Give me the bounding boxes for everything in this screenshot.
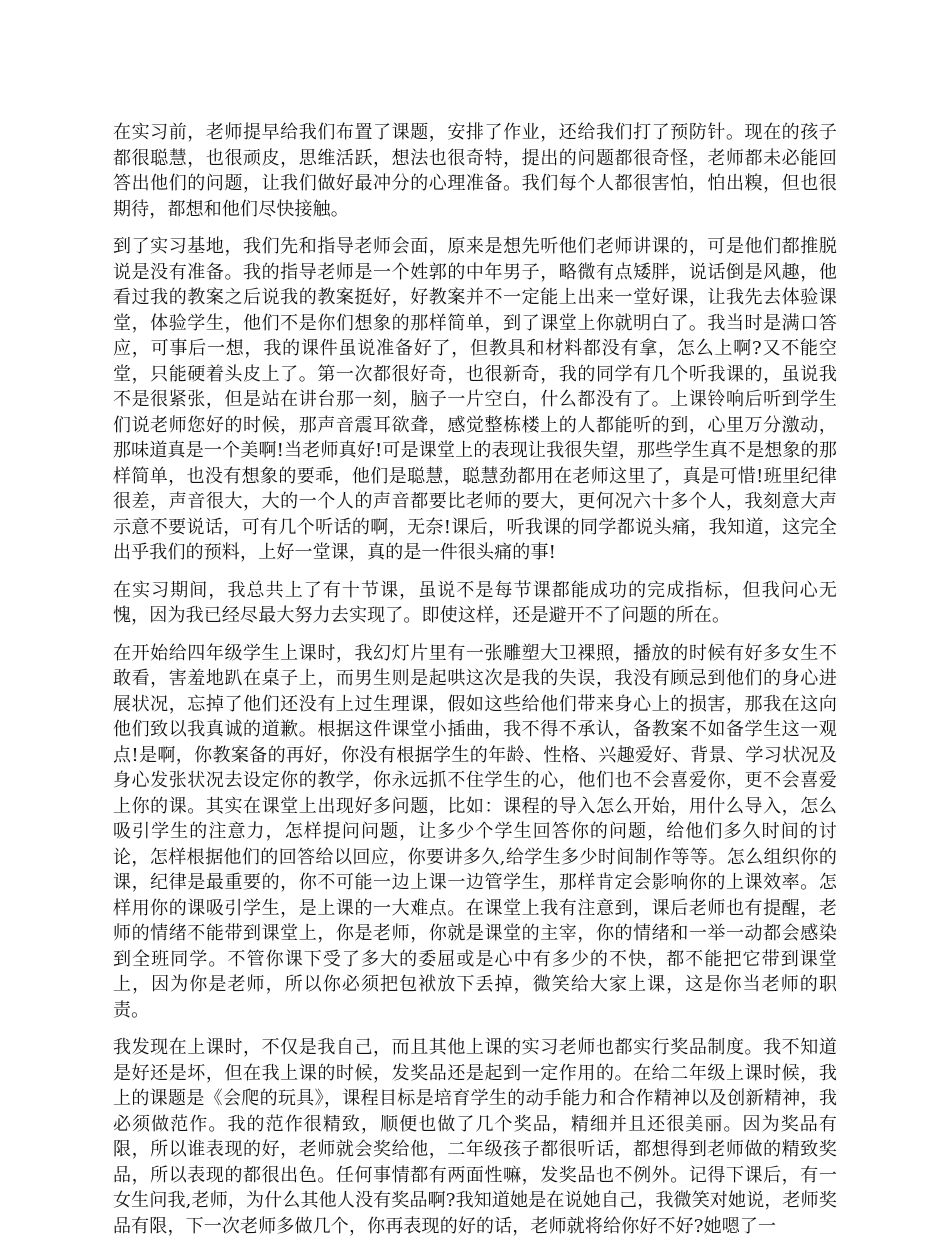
document-body bbox=[113, 120, 837, 1251]
paragraph: 我发现在上课时，不仅是我自己，而且其他上课的实习老师也都实行奖品制度。我不知道是好还是坏，但在我上课的时候，发奖品还是起到一定作用的。在给二年级上课时候，我上的课题是《会爬的玩具》，课程目标是培育学生的动手能力和合作精神以及创新精神，我必须做范作。我的范作很精致，顺便也做了几个奖品，精细并且还很美丽。因为奖品有限，所以谁表现的好，老师就会奖给他，二年级孩子都很听话，都想得到老师做的精致奖品，所以表现的都很出色。任何事情都有两面性嘛，发奖品也不例外。记得下课后，有一女生问我,老师，为什么其他人没有奖品啊?我知道她是在说她自己，我微笑对她说，老师奖品有限，下一次老师多做几个，你再表现的好的话，老师就将给你好不好?她嗯了一 bbox=[113, 1037, 837, 1237]
paragraph: 在实习前，老师提早给我们布置了课题，安排了作业，还给我们打了预防针。现在的孩子都很聪慧，也很顽皮，思维活跃，想法也很奇特，提出的问题都很奇怪，老师都未必能回答出他们的问题，让我们做好最冲分的心理准备。我们每个人都很害怕，怕出糗，但也很期待，都想和他们尽快接触。 bbox=[113, 122, 837, 220]
paragraph: 到了实习基地，我们先和指导老师会面，原来是想先听他们老师讲课的，可是他们都推脱说是没有准备。我的指导老师是一个姓郭的中年男子，略微有点矮胖，说话倒是风趣，他看过我的教案之后说我的教案挺好，好教案并不一定能上出来一堂好课，让我先去体验课堂，体验学生，他们不是你们想象的那样简单，到了课堂上你就明白了。我当时是满口答应，可事后一想，我的课件虽说准备好了，但教具和材料都没有拿，怎么上啊?又不能空堂，只能硬着头皮上了。第一次都很好奇，也很新奇，我的同学有几个听我课的，虽说我不是很紧张，但是站在讲台那一刻，脑子一片空白，什么都没有了。上课铃响后听到学生们说老师您好的时候，那声音震耳欲聋，感觉整栋楼上的人都能听的到，心里万分激动，那味道真是一个美啊!当老师真好!可是课堂上的表现让我很失望，那些学生真不是想象的那样简单，也没有想象的要乖，他们是聪慧，聪慧劲都用在老师这里了，真是可惜!班里纪律很差，声音很大，大的一个人的声音都要比老师的要大，更何况六十多个人，我刻意大声示意不要说话，可有几个听话的啊，无奈!课后，听我课的同学都说头痛，我知道，这完全出乎我们的预料，上好一堂课，真的是一件很头痛的事! bbox=[113, 236, 837, 563]
paragraph: 在开始给四年级学生上课时，我幻灯片里有一张雕塑大卫裸照，播放的时候有好多女生不敢看，害羞地趴在桌子上，而男生则是起哄这次是我的失误，我没有顾忌到他们的身心进展状况，忘掉了他们还没有上过生理课，假如这些给他们带来身心上的损害，那我在这向他们致以我真诚的道歉。根据这件课堂小插曲，我不得不承认，备教案不如备学生这一观点!是啊，你教案备的再好，你没有根据学生的年龄、性格、兴趣爱好、背景、学习状况及身心发张状况去设定你的教学，你永远抓不住学生的心，他们也不会喜爱你，更不会喜爱上你的课。其实在课堂上出现好多问题，比如：课程的导入怎么开始，用什么导入，怎么吸引学生的注意力，怎样提问问题，让多少个学生回答你的问题，给他们多久时间的讨论，怎样根据他们的回答给以回应，你要讲多久,给学生多少时间制作等等。怎么组织你的课，纪律是最重要的，你不可能一边上课一边管学生，那样肯定会影响你的上课效率。怎样用你的课吸引学生，是上课的一大难点。在课堂上我有注意到，课后老师也有提醒，老师的情绪不能带到课堂上，你是老师，你就是课堂的主宰，你的情绪和一举一动都会感染到全班同学。不管你课下受了多大的委屈或是心中有多少的不快，都不能把它带到课堂上，因为你是老师，所以你必须把包袱放下丢掉，微笑给大家上课，这是你当老师的职责。 bbox=[113, 642, 837, 1021]
paragraph: 在实习期间，我总共上了有十节课，虽说不是每节课都能成功的完成指标，但我问心无愧，因为我已经尽最大努力去实现了。即使这样，还是避开不了问题的所在。 bbox=[113, 579, 837, 626]
